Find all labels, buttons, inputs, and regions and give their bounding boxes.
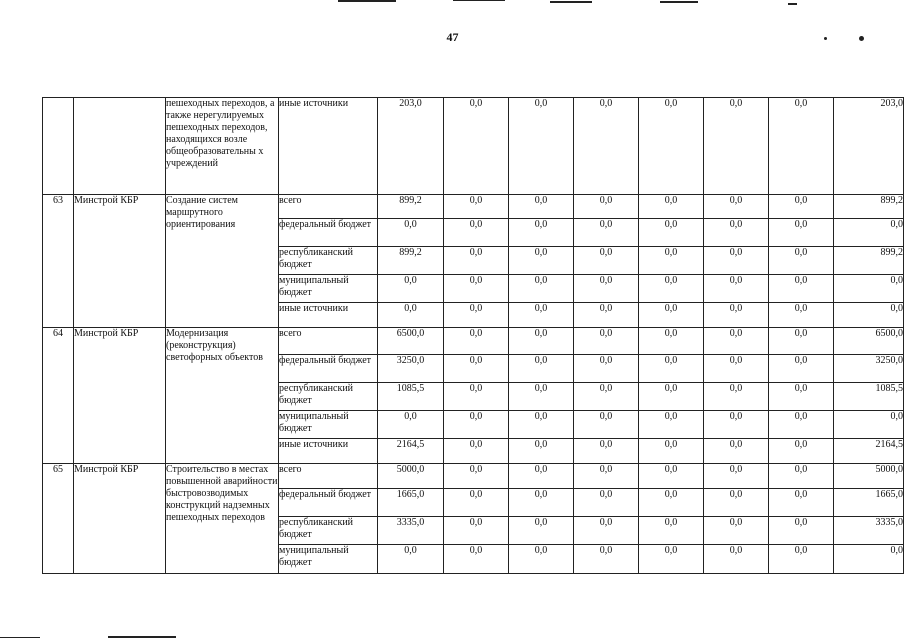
scan-mark xyxy=(550,1,592,3)
value-cell: 0,0 xyxy=(639,247,704,275)
value-cell: 0,0 xyxy=(444,275,509,303)
value-cell: 0,0 xyxy=(444,383,509,411)
value-cell: 0,0 xyxy=(769,545,834,574)
activity-name-cell: Создание систем маршрутного ориентирования xyxy=(166,195,279,328)
total-value-cell: 3335,0 xyxy=(834,517,904,545)
value-cell: 0,0 xyxy=(704,489,769,517)
value-cell: 0,0 xyxy=(769,219,834,247)
row-index xyxy=(43,98,74,195)
value-cell: 0,0 xyxy=(574,275,639,303)
value-cell: 0,0 xyxy=(639,219,704,247)
value-cell: 0,0 xyxy=(769,303,834,328)
value-cell: 0,0 xyxy=(509,247,574,275)
value-cell: 0,0 xyxy=(769,247,834,275)
value-cell: 0,0 xyxy=(769,517,834,545)
value-cell: 0,0 xyxy=(639,439,704,464)
value-cell: 0,0 xyxy=(574,383,639,411)
value-cell: 0,0 xyxy=(704,464,769,489)
value-cell: 0,0 xyxy=(704,195,769,219)
total-value-cell: 0,0 xyxy=(834,303,904,328)
value-cell: 0,0 xyxy=(704,411,769,439)
executor-cell: Минстрой КБР xyxy=(74,195,166,328)
value-cell: 0,0 xyxy=(704,247,769,275)
value-cell: 0,0 xyxy=(574,545,639,574)
table-row xyxy=(43,328,904,355)
scan-mark xyxy=(788,3,797,5)
row-index: 64 xyxy=(43,328,74,464)
scan-mark xyxy=(338,0,396,2)
activity-name-cell: Строительство в местах повышенной аварийности быстровозводимых конструкций надземных пешеходных переходов xyxy=(166,464,279,574)
value-cell: 0,0 xyxy=(378,275,444,303)
funding-source-cell: муниципальный бюджет xyxy=(279,411,378,439)
value-cell: 3250,0 xyxy=(378,355,444,383)
value-cell: 0,0 xyxy=(444,328,509,355)
value-cell: 0,0 xyxy=(509,464,574,489)
value-cell: 0,0 xyxy=(509,303,574,328)
value-cell: 0,0 xyxy=(769,464,834,489)
funding-source-cell: всего xyxy=(279,195,378,219)
value-cell: 0,0 xyxy=(769,275,834,303)
scan-mark xyxy=(0,637,40,638)
budget-table-body xyxy=(43,98,904,574)
value-cell: 0,0 xyxy=(574,303,639,328)
value-cell: 0,0 xyxy=(769,328,834,355)
value-cell: 0,0 xyxy=(574,195,639,219)
row-index: 63 xyxy=(43,195,74,328)
value-cell: 0,0 xyxy=(769,411,834,439)
scan-mark xyxy=(453,0,505,1)
value-cell: 0,0 xyxy=(378,411,444,439)
value-cell: 0,0 xyxy=(639,545,704,574)
value-cell: 0,0 xyxy=(509,517,574,545)
table-row xyxy=(43,195,904,219)
value-cell: 0,0 xyxy=(574,489,639,517)
value-cell: 0,0 xyxy=(704,355,769,383)
total-value-cell: 899,2 xyxy=(834,195,904,219)
funding-source-cell: федеральный бюджет xyxy=(279,489,378,517)
value-cell: 0,0 xyxy=(704,303,769,328)
funding-source-cell: республиканский бюджет xyxy=(279,517,378,545)
value-cell: 0,0 xyxy=(639,355,704,383)
total-value-cell: 0,0 xyxy=(834,219,904,247)
value-cell: 0,0 xyxy=(574,98,639,195)
value-cell: 0,0 xyxy=(574,464,639,489)
value-cell: 0,0 xyxy=(704,219,769,247)
value-cell: 0,0 xyxy=(444,98,509,195)
value-cell: 0,0 xyxy=(509,328,574,355)
value-cell: 6500,0 xyxy=(378,328,444,355)
value-cell: 0,0 xyxy=(639,195,704,219)
total-value-cell: 1665,0 xyxy=(834,489,904,517)
scan-mark xyxy=(108,636,176,638)
value-cell: 0,0 xyxy=(509,98,574,195)
value-cell: 3335,0 xyxy=(378,517,444,545)
value-cell: 0,0 xyxy=(639,464,704,489)
value-cell: 0,0 xyxy=(704,545,769,574)
value-cell: 0,0 xyxy=(444,464,509,489)
funding-source-cell: республиканский бюджет xyxy=(279,247,378,275)
executor-cell: Минстрой КБР xyxy=(74,328,166,464)
value-cell: 0,0 xyxy=(509,275,574,303)
value-cell: 0,0 xyxy=(639,489,704,517)
value-cell: 0,0 xyxy=(444,517,509,545)
value-cell: 5000,0 xyxy=(378,464,444,489)
value-cell: 0,0 xyxy=(639,328,704,355)
funding-source-cell: федеральный бюджет xyxy=(279,355,378,383)
value-cell: 0,0 xyxy=(574,517,639,545)
value-cell: 1085,5 xyxy=(378,383,444,411)
value-cell: 0,0 xyxy=(378,219,444,247)
value-cell: 0,0 xyxy=(769,98,834,195)
value-cell: 0,0 xyxy=(639,383,704,411)
value-cell: 2164,5 xyxy=(378,439,444,464)
funding-source-cell: иные источники xyxy=(279,439,378,464)
value-cell: 0,0 xyxy=(444,411,509,439)
value-cell: 0,0 xyxy=(509,545,574,574)
value-cell: 0,0 xyxy=(444,355,509,383)
value-cell: 0,0 xyxy=(574,439,639,464)
total-value-cell: 0,0 xyxy=(834,545,904,574)
value-cell: 0,0 xyxy=(639,98,704,195)
funding-source-cell: всего xyxy=(279,328,378,355)
funding-source-cell: иные источники xyxy=(279,303,378,328)
value-cell: 899,2 xyxy=(378,247,444,275)
value-cell: 0,0 xyxy=(378,545,444,574)
executor-cell: Минстрой КБР xyxy=(74,464,166,574)
value-cell: 0,0 xyxy=(769,383,834,411)
funding-source-cell: республиканский бюджет xyxy=(279,383,378,411)
funding-source-cell: иные источники xyxy=(279,98,378,195)
value-cell: 0,0 xyxy=(704,517,769,545)
value-cell: 0,0 xyxy=(639,411,704,439)
value-cell: 0,0 xyxy=(574,219,639,247)
value-cell: 0,0 xyxy=(444,439,509,464)
total-value-cell: 0,0 xyxy=(834,275,904,303)
value-cell: 0,0 xyxy=(509,383,574,411)
value-cell: 0,0 xyxy=(378,303,444,328)
funding-source-cell: муниципальный бюджет xyxy=(279,275,378,303)
value-cell: 0,0 xyxy=(704,439,769,464)
value-cell: 0,0 xyxy=(704,328,769,355)
value-cell: 0,0 xyxy=(574,355,639,383)
total-value-cell: 3250,0 xyxy=(834,355,904,383)
budget-table xyxy=(42,97,904,574)
total-value-cell: 2164,5 xyxy=(834,439,904,464)
value-cell: 0,0 xyxy=(769,355,834,383)
value-cell: 0,0 xyxy=(509,439,574,464)
value-cell: 203,0 xyxy=(378,98,444,195)
total-value-cell: 899,2 xyxy=(834,247,904,275)
value-cell: 0,0 xyxy=(769,195,834,219)
row-index: 65 xyxy=(43,464,74,574)
value-cell: 0,0 xyxy=(639,517,704,545)
funding-source-cell: федеральный бюджет xyxy=(279,219,378,247)
activity-name-cell: Модернизация (реконструкция) светофорных объектов xyxy=(166,328,279,464)
total-value-cell: 203,0 xyxy=(834,98,904,195)
executor-cell xyxy=(74,98,166,195)
value-cell: 0,0 xyxy=(444,247,509,275)
value-cell: 0,0 xyxy=(704,383,769,411)
value-cell: 0,0 xyxy=(509,411,574,439)
value-cell: 0,0 xyxy=(639,303,704,328)
activity-name-cell: пешеходных переходов, а также нерегулируемых пешеходных переходов, находящихся возле общеобразовательны х учреждений xyxy=(166,98,279,195)
value-cell: 0,0 xyxy=(444,195,509,219)
value-cell: 0,0 xyxy=(444,303,509,328)
value-cell: 0,0 xyxy=(574,411,639,439)
value-cell: 0,0 xyxy=(444,545,509,574)
value-cell: 0,0 xyxy=(509,195,574,219)
value-cell: 0,0 xyxy=(639,275,704,303)
table-row xyxy=(43,98,904,195)
table-row xyxy=(43,464,904,489)
value-cell: 0,0 xyxy=(444,219,509,247)
value-cell: 0,0 xyxy=(704,275,769,303)
value-cell: 899,2 xyxy=(378,195,444,219)
value-cell: 0,0 xyxy=(509,355,574,383)
total-value-cell: 0,0 xyxy=(834,411,904,439)
total-value-cell: 6500,0 xyxy=(834,328,904,355)
value-cell: 0,0 xyxy=(769,439,834,464)
value-cell: 0,0 xyxy=(509,219,574,247)
funding-source-cell: всего xyxy=(279,464,378,489)
value-cell: 0,0 xyxy=(769,489,834,517)
value-cell: 0,0 xyxy=(509,489,574,517)
value-cell: 1665,0 xyxy=(378,489,444,517)
value-cell: 0,0 xyxy=(574,328,639,355)
page-number: 47 xyxy=(446,30,459,44)
total-value-cell: 5000,0 xyxy=(834,464,904,489)
value-cell: 0,0 xyxy=(444,489,509,517)
value-cell: 0,0 xyxy=(574,247,639,275)
total-value-cell: 1085,5 xyxy=(834,383,904,411)
funding-source-cell: муниципальный бюджет xyxy=(279,545,378,574)
value-cell: 0,0 xyxy=(704,98,769,195)
scan-mark xyxy=(660,1,698,3)
